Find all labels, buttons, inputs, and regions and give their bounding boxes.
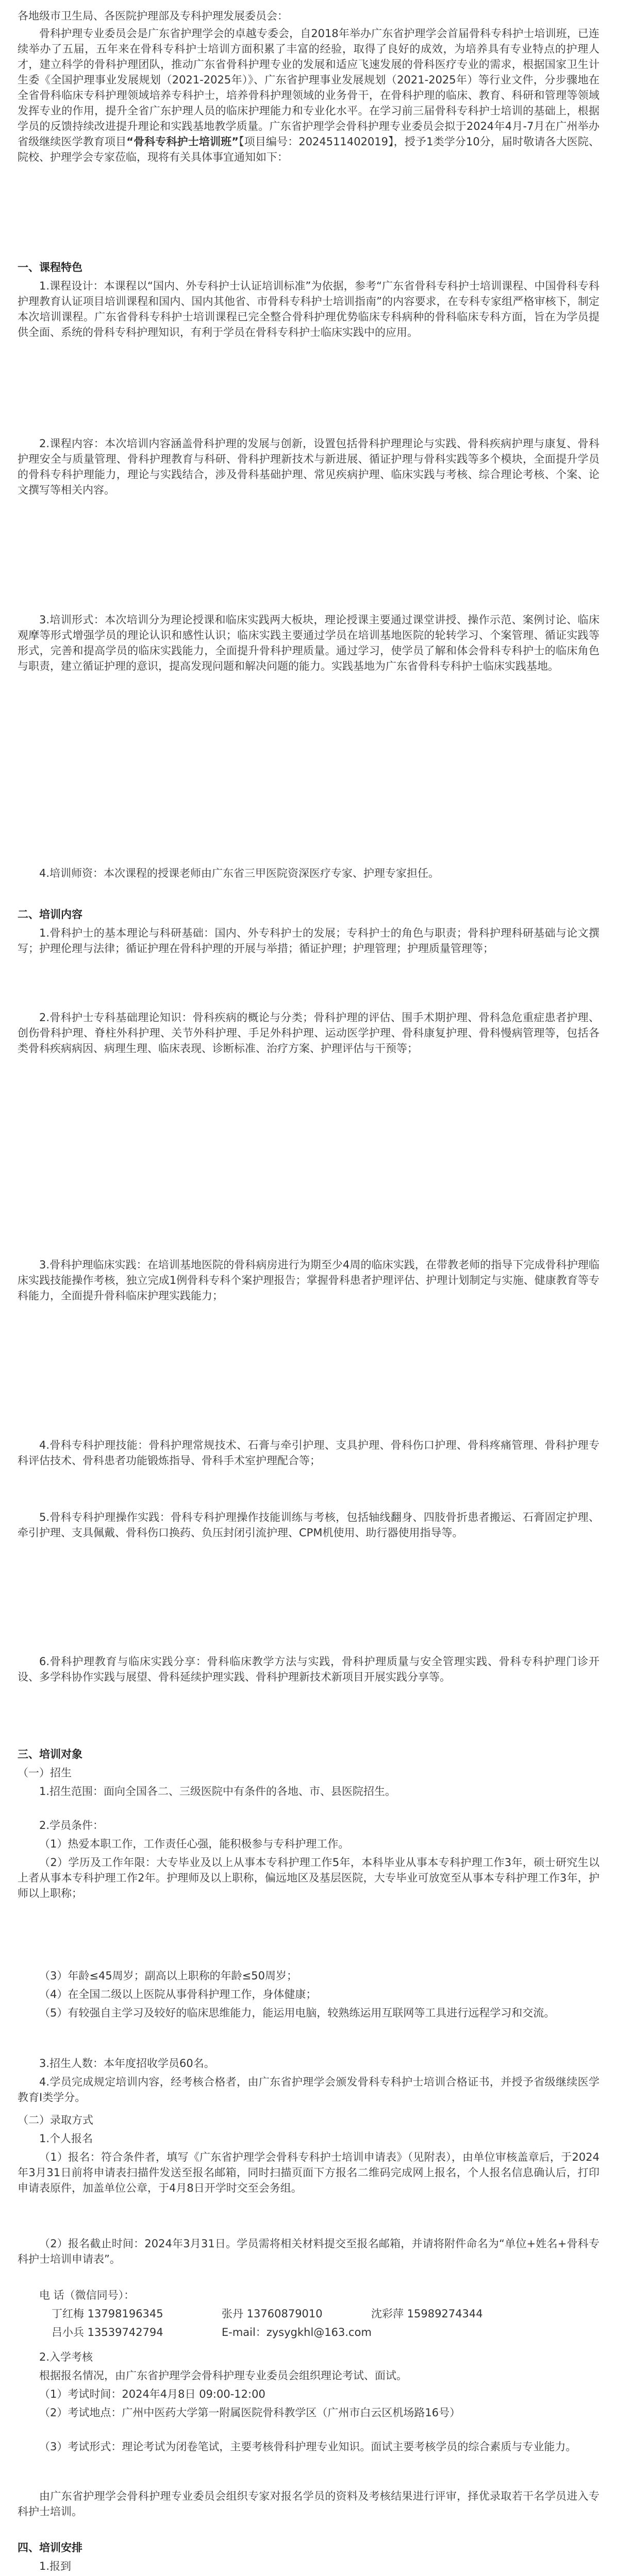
contact-2: 张丹 13760879010	[222, 2308, 323, 2320]
selection-note: 由广东省护理学会骨科护理专业委员会组织专家对报名学员的资料及考核结果进行评审，择优录取若干名学员进入专科护士培训。	[18, 2490, 599, 2518]
content-2: 2.骨科护士专科基础理论知识：骨科疾病的概论与分类；骨科护理的评估、围手术期护理、骨科急危重症患者护理、创伤骨科护理、脊柱外科护理、关节外科护理、手足外科护理、运动医学护理、骨科康复护理、骨科慢病管理等，包括各类骨科疾病病因、病理生理、临床表现、诊断标准、治疗方案、护理评估与干预等；	[18, 1011, 599, 1055]
check-in: 1.报到	[39, 2560, 72, 2572]
eligibility-4: （4）在全国二级以上医院从事骨科护理工作，身体健康；	[39, 1988, 317, 2001]
section-1-heading: 一、课程特色	[18, 261, 82, 274]
enrollment-scope: 1.招生范围：面向全国各二、三级医院中有条件的各地、市、县医院招生。	[39, 1785, 396, 1798]
contact-4: 吕小兵 13539742794	[52, 2326, 163, 2338]
entrance-exam: 2.入学考核	[39, 2351, 93, 2363]
intro-text: 骨科护理专业委员会是广东省护理学会的卓越专委会，自2018年举办广东省护理学会首届骨科专科护士培训班，已连续举办了五届，五年来在骨科专科护士培训方面积累了丰富的经验，取得了良好的成效，为培养具有专业特点的护理人才，建立科学的骨科护理团队，推动广东省骨科护理专业的发展和适应飞速发展的骨科医疗专业的需求，根据国家卫生计生委《全国护理事业发展规划（2021-2025年）》、广东省护理事业发展规划（2021-2025年）等行业文件，分步骤地在全省骨科临床专科护理领域培养专科护士，培养骨科护理领域的业务骨干，在骨科护理的临床、教育、科研和管理等领域发挥专业的作用，提升全省广东护理人员的临床护理能力和专业化水平。在学习前三届骨科专科护士培训的基础上，根据学员的反馈持续改进提升理论和实践基地教学质量。广东省护理学会骨科护理专业委员会拟于2024年4月-7月在广州举办省级继续医学教育项目	[18, 27, 599, 148]
registration-deadline: （2）报名截止时间：2024年3月31日。学员需将相关材料提交至报名邮箱，并请将附件命名为“单位+姓名+骨科专科护士培训申请表”。	[18, 2238, 599, 2265]
section-3-heading: 三、培训对象	[18, 1748, 82, 1760]
contact-row-1	[0, 2306, 617, 2321]
eligibility: 2.学员条件：	[39, 1819, 104, 1832]
exam-organizer: 根据报名情况，由广东省护理学会骨科护理专业委员会组织理论考试、面试。	[39, 2369, 407, 2382]
content-5: 5.骨科专科护理操作实践：骨科专科护理操作技能训练与考核，包括轴线翻身、四肢骨折患者搬运、石膏固定护理、牵引护理、支具佩戴、骨科伤口换药、负压封闭引流护理、CPM机使用、助行器使用指导等。	[18, 1511, 599, 1539]
intro-paragraph	[0, 26, 617, 165]
contact-3: 沈彩萍 15989274344	[371, 2308, 483, 2320]
content-6: 6.骨科护理教育与临床实践分享：骨科临床教学方法与实践，骨科护理质量与安全管理实践、骨科专科护理门诊开设、多学科协作实践与展望、骨科延续护理实践、骨科护理新技术新项目开展实践分享等。	[18, 1655, 599, 1683]
teachers: 4.培训师资：本次课程的授课老师由广东省三甲医院资深医疗专家、护理专家担任。	[39, 867, 440, 879]
section-2-heading: 二、培训内容	[18, 908, 82, 921]
greeting: 各地级市卫生局、各医院护理部及专科护理发展委员会：	[18, 10, 288, 22]
enrollment-heading: （一）招生	[18, 1767, 72, 1779]
admission-heading: （二）录取方式	[18, 2114, 93, 2126]
content-3: 3.骨科护理临床实践：在培训基地医院的骨科病房进行为期至少4周的临床实践，在带教老师的指导下完成骨科护理临床实践技能操作考核，独立完成1例骨科专科个案护理报告；掌握骨科患者护理评估、护理计划制定与实施、健康教育等专科能力，全面提升骨科临床护理实践能力；	[18, 1259, 599, 1302]
personal-registration: 1.个人报名	[39, 2132, 93, 2145]
eligibility-1: （1）热爱本职工作，工作责任心强，能积极参与专科护理工作。	[39, 1838, 349, 1850]
training-format: 3.培训形式：本次培训分为理论授课和临床实践两大板块，理论授课主要通过课堂讲授、操作示范、案例讨论、临床观摩等形式增强学员的理论认识和感性认识；临床实践主要通过学员在培训基地医院的轮转学习、个案管理、循证实践等形式，完善和提高学员的临床实践能力，全面提升骨科护理质量。通过学习，使学员了解和体会骨科专科护士的临床角色与职责，建立循证护理的意识，提高发现问题和解决问题的能力。实践基地为广东省骨科专科护士临床实践基地。	[18, 614, 599, 672]
section-4-heading: 四、培训安排	[18, 2541, 82, 2554]
eligibility-5: （5）有较强自主学习及较好的临床思维能力，能运用电脑，较熟练运用互联网等工具进行远程学习和交流。	[39, 2007, 555, 2019]
contact-1: 丁红梅 13798196345	[52, 2308, 163, 2320]
exam-location: （2）考试地点：广州中医药大学第一附属医院骨科教学区（广州市白云区机场路16号）	[39, 2406, 461, 2419]
registration-steps: （1）报名：符合条件者，填写《广东省护理学会骨科专科护士培训申请表》（见附表），由单位审核盖章后，于2024年3月31日前将申请表扫描件发送至报名邮箱，同时扫描页面下方报名二维码完成网上报名，个人报名信息确认后，打印申请表原件，加盖单位公章，于4月8日开学时交至会务组。	[18, 2151, 599, 2194]
enrollment-quota: 3.招生人数：本年度招收学员60名。	[39, 2057, 215, 2070]
intro-course-name: “骨科专科护士培训班”	[126, 135, 239, 148]
exam-format: （3）考试形式：理论考试为闭卷笔试，主要考核骨科护理专业知识。面试主要考核学员的综合素质与专业能力。	[39, 2441, 577, 2453]
eligibility-2: （2）学历及工作年限：大专毕业及以上从事本专科护理工作5年，本科毕业从事本专科护理工作3年，硕士研究生以上者从事本专科护理工作2年。护理师及以上职称，偏远地区及基层医院，大专毕业可放宽至从事本专科护理工作3年，护师以上职称；	[18, 1856, 599, 1900]
intro-tail: 【项目编号：2024511402019】，授予1类学分10分，届时敬请各大医院、院校、护理学会专家莅临，现将有关具体事宜通知如下：	[18, 135, 599, 163]
eligibility-3: （3）年龄≤45周岁；副高以上职称的年龄≤50周岁；	[39, 1970, 297, 1982]
content-4: 4.骨科专科护理技能：骨科护理常规技术、石膏与牵引护理、支具护理、骨科伤口护理、骨科疼痛管理、骨科护理专科评估技术、骨科患者功能锻炼指导、骨科手术室护理配合等；	[18, 1439, 599, 1467]
exam-time: （1）考试时间：2024年4月8日 09:00-12:00	[39, 2388, 265, 2400]
certificate: 4.学员完成规定培训内容，经考核合格者，由广东省护理学会颁发骨科专科护士培训合格证书，并授予省级继续医学教育I类学分。	[18, 2076, 599, 2104]
content-1: 1.骨科护士的基本理论与科研基础：国内、外专科护士的发展；专科护士的角色与职责；骨科护理科研基础与论文撰写；护理伦理与法律；循证护理在骨科护理的开展与举措；循证护理；护理管理；护理质量管理等；	[18, 927, 599, 955]
course-content: 2.课程内容：本次培训内容涵盖骨科护理的发展与创新，设置包括骨科护理理论与实践、骨科疾病护理与康复、骨科护理安全与质量管理、骨科护理教育与科研、骨科护理新技术与新进展、循证护理与骨科实践等多个模块，全面提升学员的骨科专科护理能力，理论与实践结合，涉及骨科基础护理、常见疾病护理、临床实践与考核、综合理论考核、个案、论文撰写等相关内容。	[18, 437, 599, 496]
contact-email: E-mail：zysygkhl@163.com	[222, 2326, 372, 2338]
contact-title: 电 话（微信同号）：	[39, 2289, 135, 2301]
course-design: 1.课程设计：本课程以“国内、外专科护士认证培训标准”为依据，参考“广东省骨科专科护士培训课程、中国骨科专科护理教育认证项目培训课程和国内、国内其他省、市骨科专科护士培训指南”的内容要求，在专科专家组严格审核下，制定本次培训课程。广东省骨科专科护士培训课程已完全整合骨科护理优势临床专科病种的骨科临床专科方面，旨在为学员提供全面、系统的骨科专科护理知识，有利于学员在骨科专科护士临床实践中的应用。	[18, 280, 599, 338]
contact-row-2	[0, 2325, 617, 2340]
